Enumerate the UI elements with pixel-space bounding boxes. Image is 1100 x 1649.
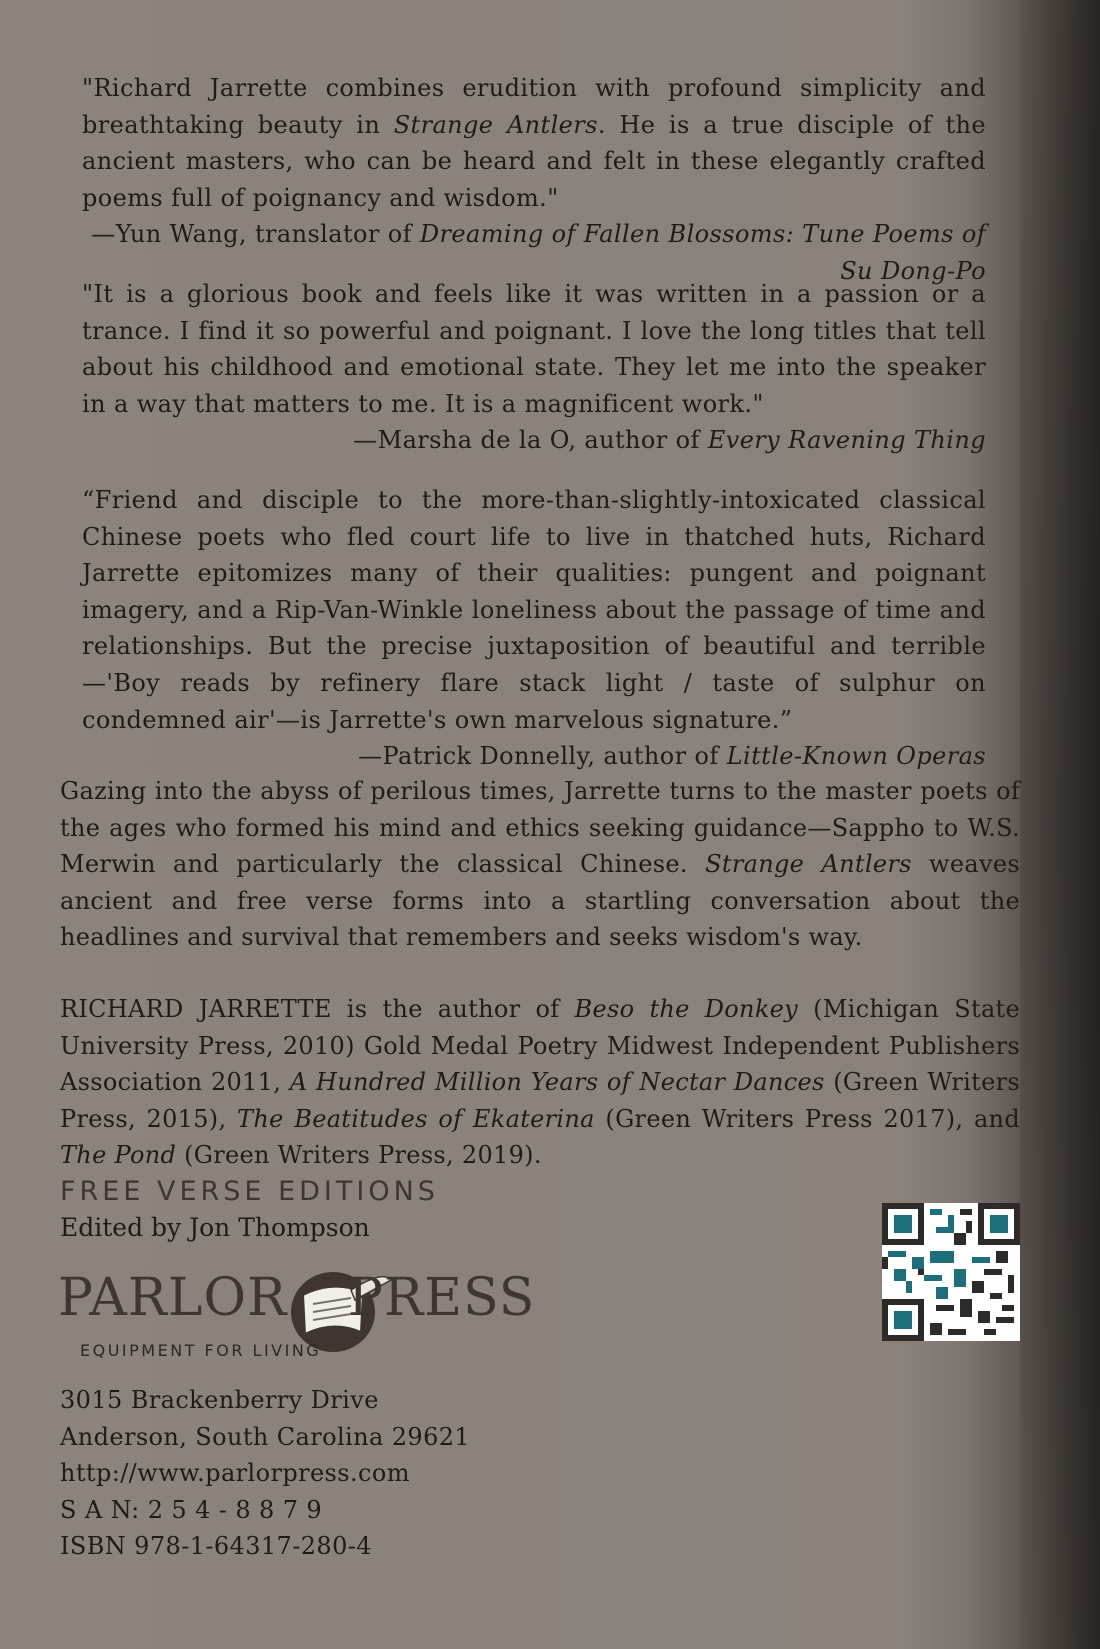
address-city: Anderson, South Carolina 29621: [60, 1422, 471, 1451]
spine-shadow: [1020, 0, 1100, 1649]
publisher-tagline: EQUIPMENT FOR LIVING: [80, 1341, 322, 1360]
series-editor: Edited by Jon Thompson: [60, 1213, 370, 1242]
isbn-number: ISBN 978-1-64317-280-4: [60, 1532, 372, 1561]
qr-code-icon[interactable]: [882, 1203, 1020, 1341]
address-street: 3015 Brackenberry Drive: [60, 1386, 379, 1414]
blurb-quote-1-attribution: —Yun Wang, translator of Dreaming of Fallen Blossoms: Tune Poems of Su Dong-Po: [91, 220, 986, 285]
publisher-logo: [58, 1268, 536, 1364]
san-number: S A N: 2 5 4 - 8 8 7 9: [60, 1495, 323, 1524]
blurb-quote-3: [82, 482, 986, 775]
blurb-quote-1: [82, 70, 986, 290]
blurb-quote-1-text: "Richard Jarrette combines erudition with profound simplicity and breathtaking beauty in Strange Antlers. He is a true disciple of the ancient masters, who can be heard and felt in these elegantly crafted poems full of poignancy and wisdom.": [82, 74, 987, 212]
qr-code-graphic: [882, 1203, 1020, 1341]
blurb-quote-2-text: "It is a glorious book and feels like it was written in a passion or a trance. I find it so powerful and poignant. I love the long titles that tell about his childhood and emotional state. They let me into the speaker in a way that matters to me. It is a magnificent work.": [82, 280, 986, 418]
blurb-quote-2: [82, 276, 986, 459]
author-bio: RICHARD JARRETTE is the author of Beso the Donkey (Michigan State University Press, 2010) Gold Medal Poetry Midwest Independent Publishers Association 2011, A Hundred Million Years of Nectar Dances (Green Writers Press, 2015), The Beatitudes of Ekaterina (Green Writers Press 2017), and The Pond (Green Writers Press, 2019).: [60, 995, 1021, 1170]
logo-word-press: PRESS: [348, 1268, 536, 1328]
blurb-quote-3-text: “Friend and disciple to the more-than-slightly-intoxicated classical Chinese poets who fled court life to live in thatched huts, Richard Jarrette epitomizes many of their qualities: pungent and poignant imagery, and a Rip-Van-Winkle loneliness about the passage of time and relationships. But the precise juxtaposition of beautiful and terrible—'Boy reads by refinery flare stack light / taste of sulphur on condemned air'—is Jarrette's own marvelous signature.”: [82, 486, 986, 734]
blurb-quote-3-attribution: —Patrick Donnelly, author of Little-Known Operas: [358, 742, 986, 771]
publisher-address: [60, 1382, 470, 1565]
book-description: Gazing into the abyss of perilous times, Jarrette turns to the master poets of the ages who formed his mind and ethics seeking guidance—Sappho to W.S. Merwin and particularly the classical Chinese. Strange Antlers weaves ancient and free verse forms into a startling conversation about the headlines and survival that remembers and seeks wisdom's way.: [60, 777, 1020, 952]
logo-word-parlor: PARLOR: [58, 1268, 288, 1328]
publisher-url[interactable]: http://www.parlorpress.com: [60, 1459, 410, 1488]
series-name: FREE VERSE EDITIONS: [60, 1176, 439, 1207]
blurb-quote-2-attribution: —Marsha de la O, author of Every Ravening Thing: [353, 426, 986, 455]
